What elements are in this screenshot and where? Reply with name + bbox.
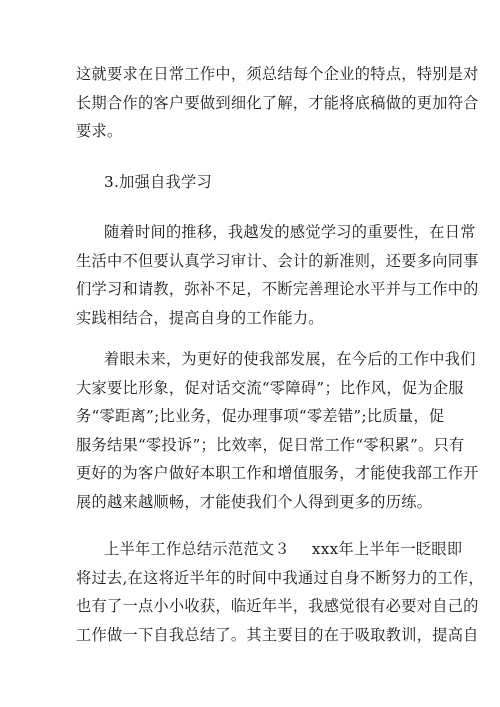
text-line: 要求。 xyxy=(76,122,123,141)
sample-title: 上半年工作总结示范范文３ xyxy=(104,540,290,558)
text-line: 实践相结合，提高自身的工作能力。 xyxy=(76,308,324,327)
text-line: 展的越来越顺畅，才能使我们个人得到更多的历练。 xyxy=(76,492,433,511)
paragraph-requirements xyxy=(76,60,479,146)
text-line: 更好的为客户做好本职工作和增值服务，才能使我部工作开 xyxy=(76,464,479,483)
text-line xyxy=(76,535,463,564)
text-line: 着眼未来，为更好的使我部发展，在今后的工作中我们 xyxy=(104,350,476,368)
paragraph-self-study xyxy=(76,218,479,332)
paragraph-future xyxy=(76,345,479,517)
text-line: 将过去,在这将近半年的时间中我通过自身不断努力的工作， xyxy=(76,568,484,587)
text-line: 服务结果“零投诉”；比效率，促日常工作“零积累”。只有 xyxy=(76,435,465,454)
text-line: 生活中不但要认真学习审计、会计的新准则，还要多向同事 xyxy=(76,251,479,270)
sample-intro: xxx年上半年一眨眼即 xyxy=(311,540,463,558)
section-heading: 3.加强自我学习 xyxy=(104,173,213,191)
text-line: 随着时间的推移，我越发的感觉学习的重要性，在日常 xyxy=(104,223,476,241)
text-line: 们学习和请教，弥补不足，不断完善理论水平并与工作中的 xyxy=(76,280,479,299)
text-line: 这就要求在日常工作中，须总结每个企业的特点，特别是对 xyxy=(76,65,479,83)
text-line: 长期合作的客户要做到细化了解，才能将底稿做的更加符合 xyxy=(76,93,479,112)
paragraph-summary-sample xyxy=(76,535,484,649)
text-line: 务“零距离”;比业务，促办理事项“零差错”;比质量，促 xyxy=(76,407,445,426)
text-line: 大家要比形象，促对话交流“零障碍”；比作风，促为企服 xyxy=(76,378,464,397)
text-line: 工作做一下自我总结了。其主要目的在于吸取教训，提高自 xyxy=(76,625,479,644)
text-line: 也有了一点小小收获，临近年半，我感觉很有必要对自己的 xyxy=(76,597,479,616)
